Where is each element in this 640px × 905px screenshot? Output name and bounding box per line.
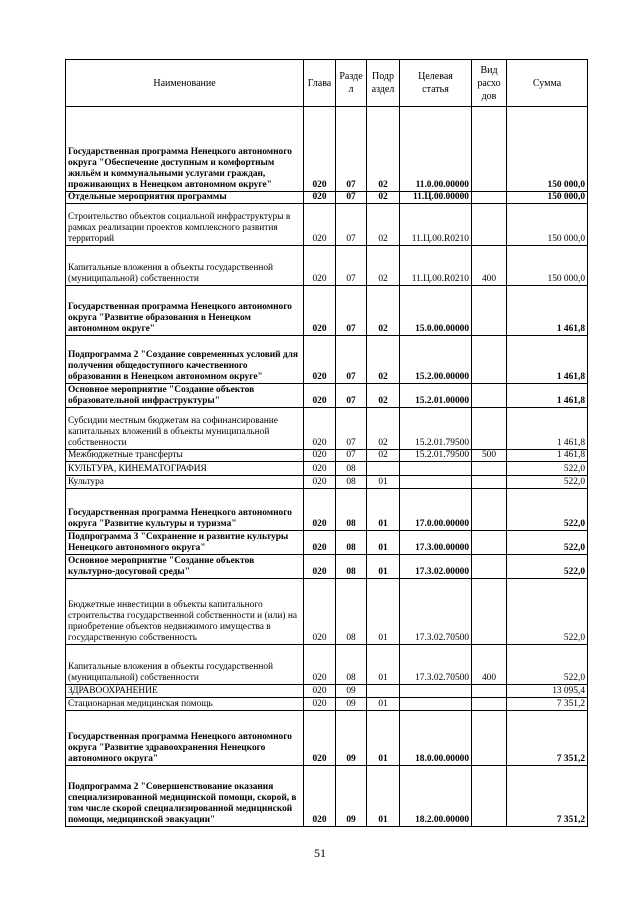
cell-podrazdel: 02: [367, 408, 400, 450]
cell-target: 17.3.02.70500: [400, 579, 472, 645]
cell-razdel: 09: [336, 685, 367, 698]
cell-target: 15.2.01.79500: [400, 450, 472, 462]
table-row: [66, 462, 588, 476]
cell-podrazdel: 02: [367, 192, 400, 204]
cell-name: Государственная программа Ненецкого автономного округа "Обеспечение доступным и комфортным жильём и коммунальными услугами граждан, проживающих в Ненецком автономном округе": [66, 107, 304, 192]
cell-name: КУЛЬТУРА, КИНЕМАТОГРАФИЯ: [66, 462, 304, 476]
cell-razdel: 07: [336, 384, 367, 408]
cell-vid: 400: [472, 246, 507, 286]
table-row: [66, 711, 588, 766]
cell-target: [400, 476, 472, 489]
cell-sum: 1 461,8: [507, 450, 588, 462]
cell-vid: [472, 766, 507, 827]
cell-sum: 1 461,8: [507, 286, 588, 336]
cell-name: Строительство объектов социальной инфраструктуры в рамках реализации проектов комплексного развития территорий: [66, 204, 304, 246]
cell-razdel: 07: [336, 408, 367, 450]
cell-sum: 522,0: [507, 531, 588, 555]
cell-sum: 522,0: [507, 489, 588, 531]
cell-glava: 020: [304, 685, 336, 698]
cell-sum: 522,0: [507, 555, 588, 579]
cell-target: 17.3.02.70500: [400, 645, 472, 685]
cell-razdel: 09: [336, 711, 367, 766]
cell-target: 15.2.01.00000: [400, 384, 472, 408]
cell-sum: 7 351,2: [507, 711, 588, 766]
cell-vid: [472, 685, 507, 698]
cell-podrazdel: 02: [367, 107, 400, 192]
cell-target: [400, 698, 472, 711]
cell-glava: 020: [304, 450, 336, 462]
cell-vid: [472, 489, 507, 531]
cell-glava: 020: [304, 645, 336, 685]
cell-vid: [472, 579, 507, 645]
cell-razdel: 07: [336, 246, 367, 286]
cell-glava: 020: [304, 711, 336, 766]
cell-target: 15.0.00.00000: [400, 286, 472, 336]
cell-glava: 020: [304, 107, 336, 192]
cell-sum: 150 000,0: [507, 192, 588, 204]
cell-vid: [472, 204, 507, 246]
cell-vid: [472, 192, 507, 204]
cell-name: ЗДРАВООХРАНЕНИЕ: [66, 685, 304, 698]
header-glava: Глава: [304, 60, 336, 107]
cell-glava: 020: [304, 204, 336, 246]
cell-glava: 020: [304, 246, 336, 286]
cell-name: Основное мероприятие "Создание объектов культурно-досуговой среды": [66, 555, 304, 579]
cell-target: 11.Ц.00.R0210: [400, 246, 472, 286]
table-row: [66, 246, 588, 286]
cell-podrazdel: [367, 685, 400, 698]
cell-name: Межбюджетные трансферты: [66, 450, 304, 462]
cell-sum: 7 351,2: [507, 766, 588, 827]
table-row: [66, 555, 588, 579]
cell-name: Государственная программа Ненецкого автономного округа "Развитие образования в Ненецком автономном округе": [66, 286, 304, 336]
cell-glava: 020: [304, 489, 336, 531]
cell-sum: 1 461,8: [507, 408, 588, 450]
cell-vid: 400: [472, 645, 507, 685]
cell-target: [400, 685, 472, 698]
table-row: [66, 685, 588, 698]
cell-razdel: 09: [336, 766, 367, 827]
budget-table: [65, 59, 588, 827]
cell-target: 11.0.00.00000: [400, 107, 472, 192]
cell-podrazdel: 02: [367, 286, 400, 336]
cell-podrazdel: 01: [367, 555, 400, 579]
table-row: [66, 450, 588, 462]
cell-glava: 020: [304, 766, 336, 827]
cell-glava: 020: [304, 698, 336, 711]
cell-sum: 1 461,8: [507, 336, 588, 384]
cell-target: 11.Ц.00.R0210: [400, 204, 472, 246]
cell-razdel: 08: [336, 531, 367, 555]
cell-target: 17.0.00.00000: [400, 489, 472, 531]
cell-name: Отдельные мероприятия программы: [66, 192, 304, 204]
cell-name: Культура: [66, 476, 304, 489]
cell-name: Подпрограмма 3 "Сохранение и развитие культуры Ненецкого автономного округа": [66, 531, 304, 555]
cell-sum: 7 351,2: [507, 698, 588, 711]
cell-name: Капитальные вложения в объекты государственной (муниципальной) собственности: [66, 246, 304, 286]
cell-razdel: 07: [336, 192, 367, 204]
cell-podrazdel: 02: [367, 384, 400, 408]
table-row: [66, 476, 588, 489]
cell-vid: [472, 107, 507, 192]
cell-glava: 020: [304, 408, 336, 450]
header-target: Целевая статья: [400, 60, 472, 107]
cell-razdel: 08: [336, 555, 367, 579]
cell-podrazdel: 02: [367, 336, 400, 384]
cell-vid: [472, 555, 507, 579]
table-row: [66, 408, 588, 450]
cell-vid: [472, 384, 507, 408]
header-sum: Сумма: [507, 60, 588, 107]
header-podrazdel: Подр аздел: [367, 60, 400, 107]
cell-glava: 020: [304, 192, 336, 204]
cell-razdel: 08: [336, 476, 367, 489]
cell-name: Подпрограмма 2 "Совершенствование оказания специализированной медицинской помощи, скорой, в том числе скорой специализированной медицинской помощи, медицинской эвакуации": [66, 766, 304, 827]
cell-target: [400, 462, 472, 476]
cell-sum: 522,0: [507, 462, 588, 476]
cell-vid: [472, 408, 507, 450]
table-row: [66, 645, 588, 685]
cell-name: Стационарная медицинская помощь: [66, 698, 304, 711]
cell-sum: 150 000,0: [507, 204, 588, 246]
cell-razdel: 08: [336, 579, 367, 645]
cell-name: Капитальные вложения в объекты государственной (муниципальной) собственности: [66, 645, 304, 685]
cell-podrazdel: 02: [367, 450, 400, 462]
cell-sum: 13 095,4: [507, 685, 588, 698]
cell-podrazdel: 01: [367, 531, 400, 555]
cell-podrazdel: 01: [367, 711, 400, 766]
cell-glava: 020: [304, 476, 336, 489]
cell-sum: 150 000,0: [507, 107, 588, 192]
cell-sum: 150 000,0: [507, 246, 588, 286]
cell-vid: [472, 531, 507, 555]
table-row: [66, 384, 588, 408]
cell-podrazdel: [367, 462, 400, 476]
cell-razdel: 08: [336, 462, 367, 476]
cell-sum: 522,0: [507, 476, 588, 489]
cell-target: 18.0.00.00000: [400, 711, 472, 766]
cell-target: 11.Ц.00.00000: [400, 192, 472, 204]
cell-sum: 522,0: [507, 579, 588, 645]
cell-name: Подпрограмма 2 "Создание современных условий для получения общедоступного качественного образования в Ненецком автономном округе": [66, 336, 304, 384]
cell-glava: 020: [304, 336, 336, 384]
cell-glava: 020: [304, 579, 336, 645]
header-razdel: Разде л: [336, 60, 367, 107]
table-row: [66, 192, 588, 204]
cell-glava: 020: [304, 555, 336, 579]
cell-razdel: 07: [336, 450, 367, 462]
cell-razdel: 07: [336, 204, 367, 246]
cell-target: 17.3.00.00000: [400, 531, 472, 555]
cell-glava: 020: [304, 531, 336, 555]
table-row: [66, 489, 588, 531]
cell-podrazdel: 02: [367, 246, 400, 286]
cell-target: 17.3.02.00000: [400, 555, 472, 579]
cell-name: Бюджетные инвестиции в объекты капитального строительства государственной собственности и (или) на приобретение объектов недвижимого имущества в государственную собственность: [66, 579, 304, 645]
cell-razdel: 07: [336, 107, 367, 192]
cell-podrazdel: 02: [367, 204, 400, 246]
cell-podrazdel: 01: [367, 698, 400, 711]
cell-podrazdel: 01: [367, 489, 400, 531]
cell-razdel: 07: [336, 336, 367, 384]
cell-razdel: 07: [336, 286, 367, 336]
cell-vid: [472, 286, 507, 336]
table-body: [66, 107, 588, 827]
cell-glava: 020: [304, 286, 336, 336]
cell-razdel: 09: [336, 698, 367, 711]
table-row: [66, 766, 588, 827]
cell-vid: [472, 476, 507, 489]
table-row: [66, 107, 588, 192]
cell-vid: [472, 711, 507, 766]
header-row: [66, 60, 588, 107]
cell-target: 15.2.00.00000: [400, 336, 472, 384]
cell-podrazdel: 01: [367, 579, 400, 645]
cell-name: Субсидии местным бюджетам на софинансирование капитальных вложений в объекты муниципальной собственности: [66, 408, 304, 450]
cell-podrazdel: 01: [367, 766, 400, 827]
cell-name: Основное мероприятие "Создание объектов образовательной инфраструктуры": [66, 384, 304, 408]
table-row: [66, 698, 588, 711]
cell-podrazdel: 01: [367, 476, 400, 489]
cell-target: 15.2.01.79500: [400, 408, 472, 450]
table-row: [66, 204, 588, 246]
cell-vid: 500: [472, 450, 507, 462]
cell-podrazdel: 01: [367, 645, 400, 685]
cell-razdel: 08: [336, 645, 367, 685]
header-name: Наименование: [66, 60, 304, 107]
table-row: [66, 531, 588, 555]
cell-glava: 020: [304, 462, 336, 476]
cell-sum: 522,0: [507, 645, 588, 685]
cell-glava: 020: [304, 384, 336, 408]
cell-vid: [472, 336, 507, 384]
table-row: [66, 579, 588, 645]
cell-target: 18.2.00.00000: [400, 766, 472, 827]
header-vid: Вид расхо дов: [472, 60, 507, 107]
cell-name: Государственная программа Ненецкого автономного округа "Развитие культуры и туризма": [66, 489, 304, 531]
cell-sum: 1 461,8: [507, 384, 588, 408]
cell-vid: [472, 462, 507, 476]
cell-vid: [472, 698, 507, 711]
table-row: [66, 286, 588, 336]
page-number: 51: [314, 846, 326, 860]
table-row: [66, 336, 588, 384]
cell-razdel: 08: [336, 489, 367, 531]
cell-name: Государственная программа Ненецкого автономного округа "Развитие здравоохранения Ненецкого автономного округа": [66, 711, 304, 766]
